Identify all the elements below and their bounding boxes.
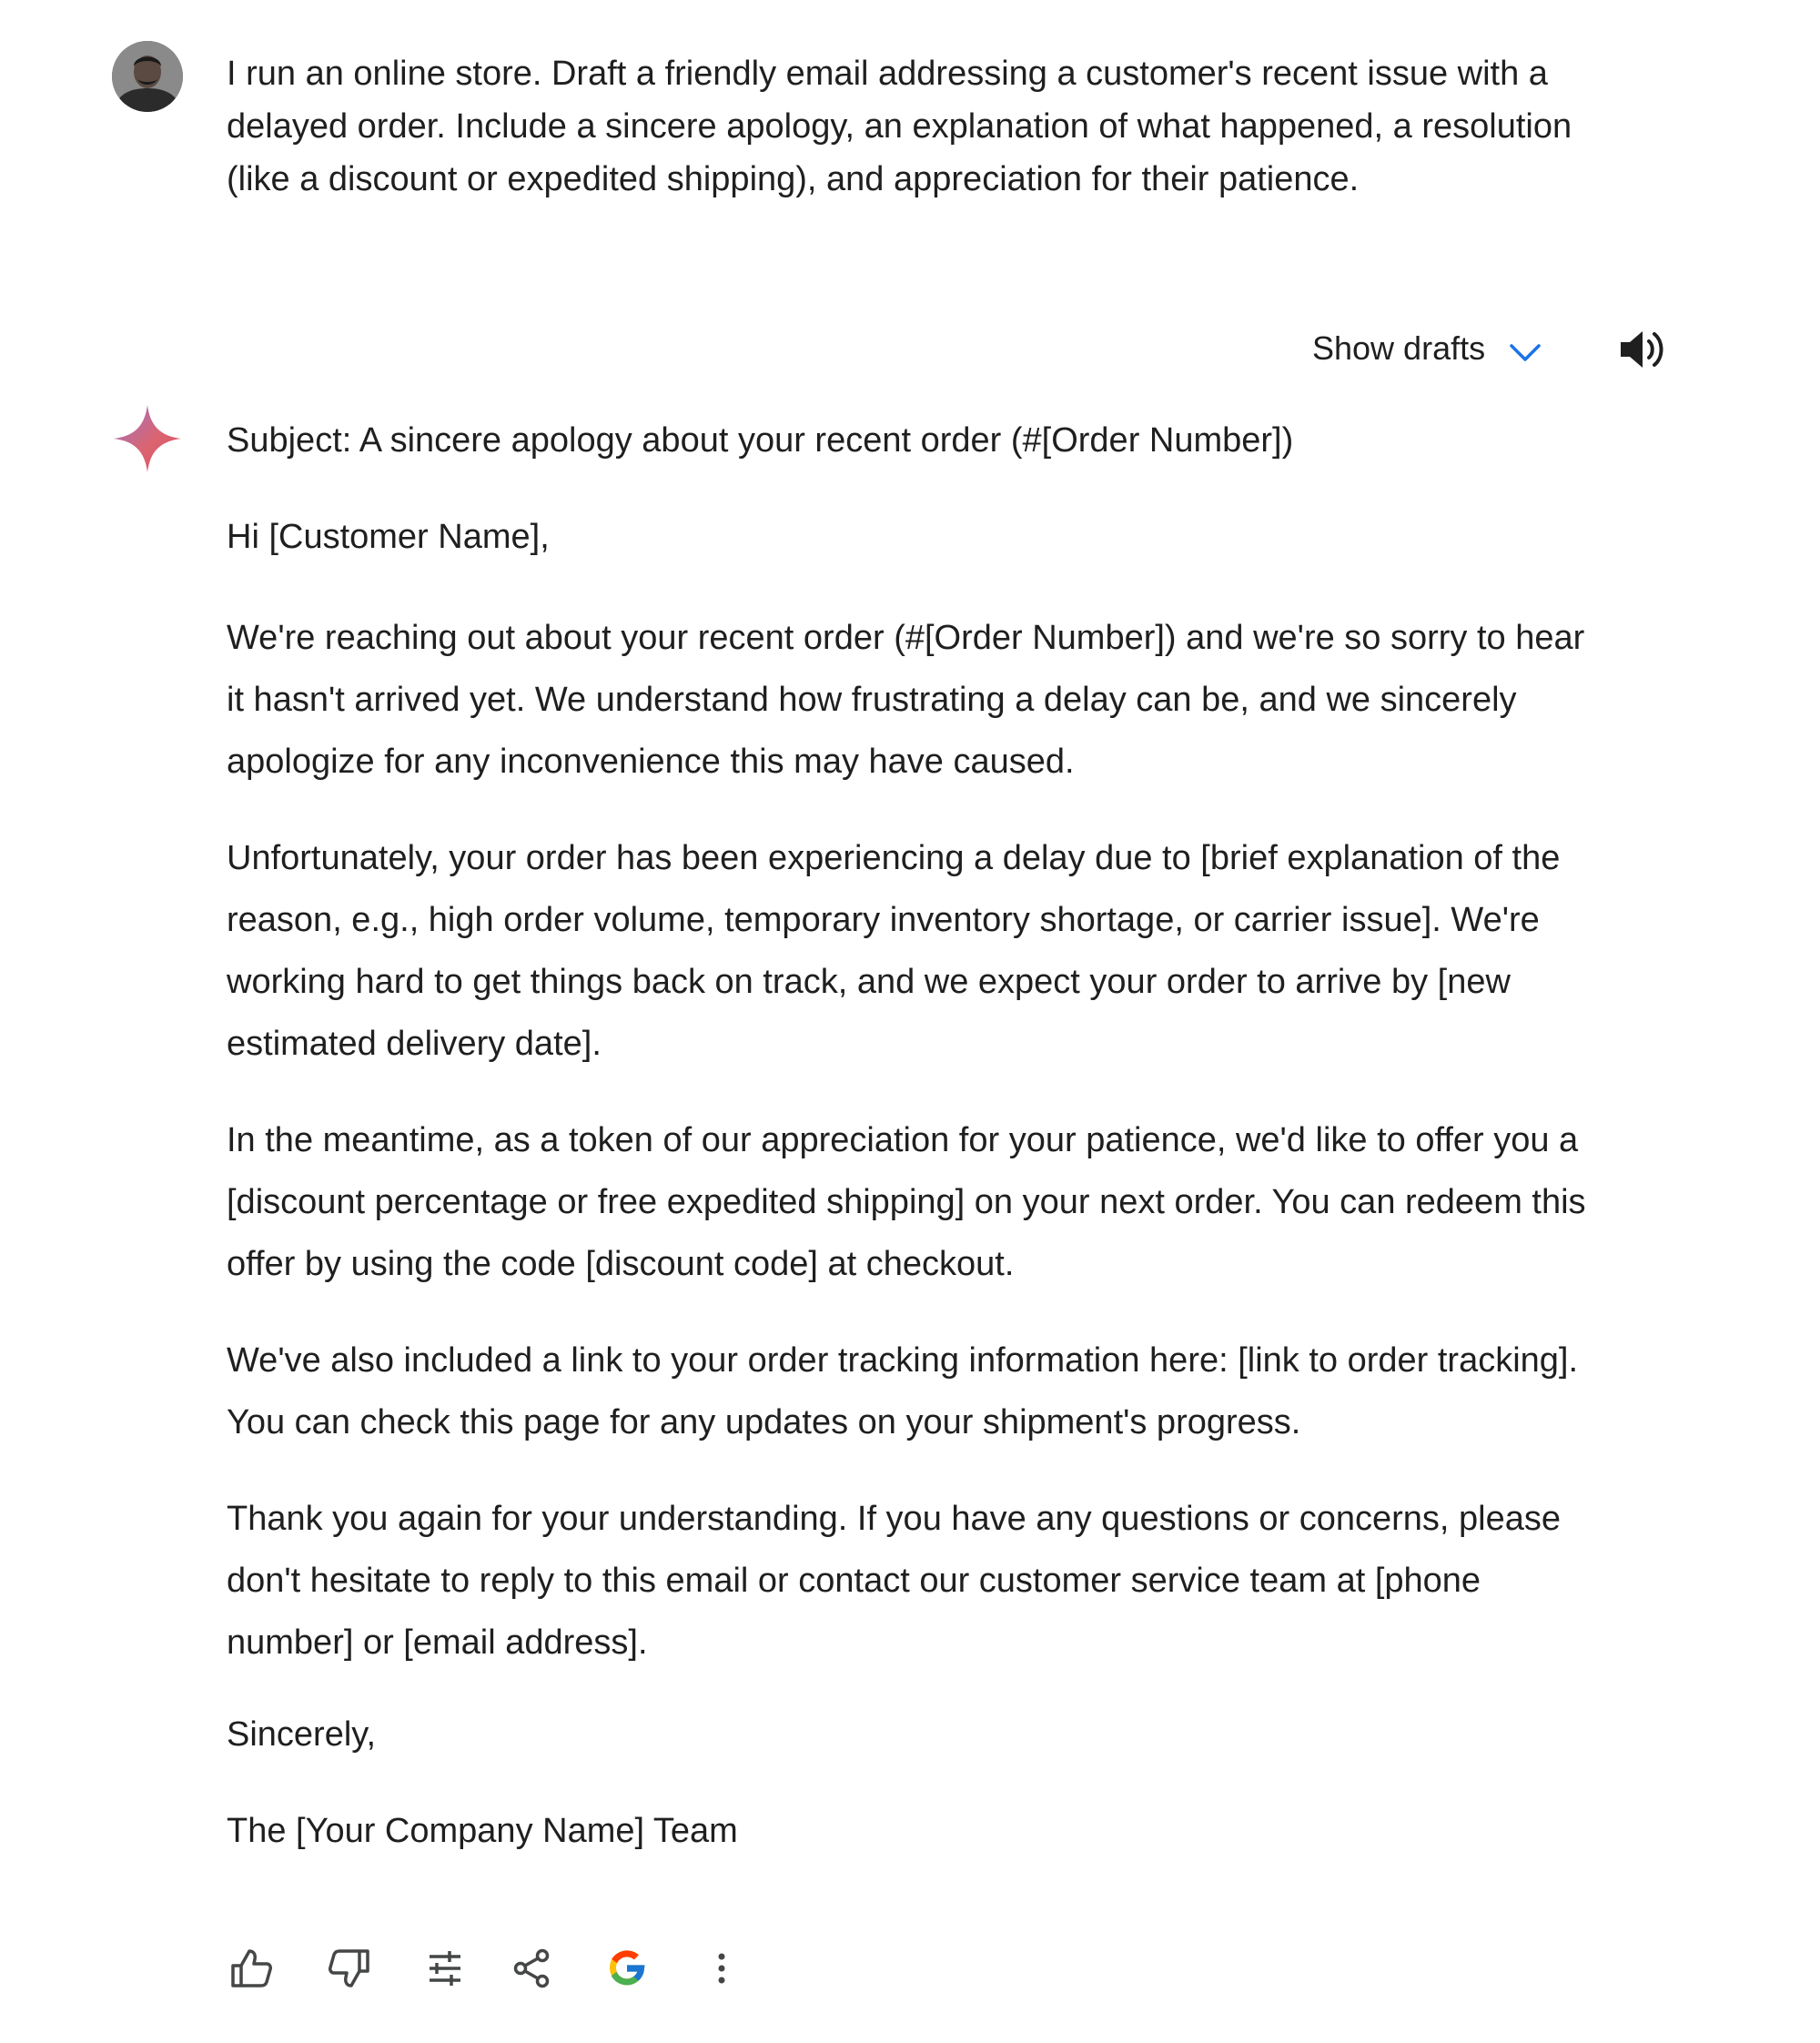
chevron-down-icon xyxy=(1507,335,1543,362)
email-paragraph: Unfortunately, your order has been experiencing a delay due to [brief explanation of the reason, e.g., high order volume, temporary inventory shortage, or carrier issue]. We're working hard to get things back on track, and we expect your order to arrive by [new estimated delivery date]. xyxy=(227,839,1561,1063)
google-icon[interactable] xyxy=(602,1943,652,1994)
show-drafts-label: Show drafts xyxy=(1312,329,1486,367)
show-drafts-button[interactable] xyxy=(1312,321,1543,376)
thumbs-down-icon[interactable] xyxy=(323,1943,374,1994)
thumbs-up-icon[interactable] xyxy=(227,1943,278,1994)
response-actions xyxy=(227,1943,747,1994)
email-paragraph: We're reaching out about your recent order (#[Order Number]) and we're so sorry to hear it hasn't arrived yet. We understand how frustrating a delay can be, and we sincerely apologize for any inconvenience this may have caused. xyxy=(227,619,1585,781)
share-icon[interactable] xyxy=(507,1943,558,1994)
email-closing: Sincerely, xyxy=(227,1715,377,1754)
tune-icon[interactable] xyxy=(420,1943,470,1994)
sparkle-icon xyxy=(112,403,183,474)
email-paragraph: We've also included a link to your order tracking information here: [link to order tracking]. You can check this page for any updates on your shipment's progress. xyxy=(227,1341,1579,1441)
email-signature: The [Your Company Name] Team xyxy=(227,1812,738,1850)
email-paragraph: In the meantime, as a token of our appreciation for your patience, we'd like to offer you a [discount percentage or free expedited shipping] on your next order. You can redeem this offer by using the code [discount code] at checkout. xyxy=(227,1121,1586,1283)
user-avatar xyxy=(112,41,183,112)
user-prompt: I run an online store. Draft a friendly email addressing a customer's recent issue with a delayed order. Include a sincere apology, an explanation of what happened, a resolution (like a discount or expedited shipping), and appreciation for their patience. xyxy=(227,55,1572,198)
email-greeting: Hi [Customer Name], xyxy=(227,518,550,556)
email-paragraph: Thank you again for your understanding. If you have any questions or concerns, please don't hesitate to reply to this email or contact our customer service team at [phone number] or [email address]. xyxy=(227,1500,1562,1662)
email-subject: Subject: A sincere apology about your recent order (#[Order Number]) xyxy=(227,421,1294,460)
speaker-icon[interactable] xyxy=(1615,324,1668,375)
assistant-response xyxy=(227,414,1592,1901)
more-vert-icon[interactable] xyxy=(696,1943,747,1994)
